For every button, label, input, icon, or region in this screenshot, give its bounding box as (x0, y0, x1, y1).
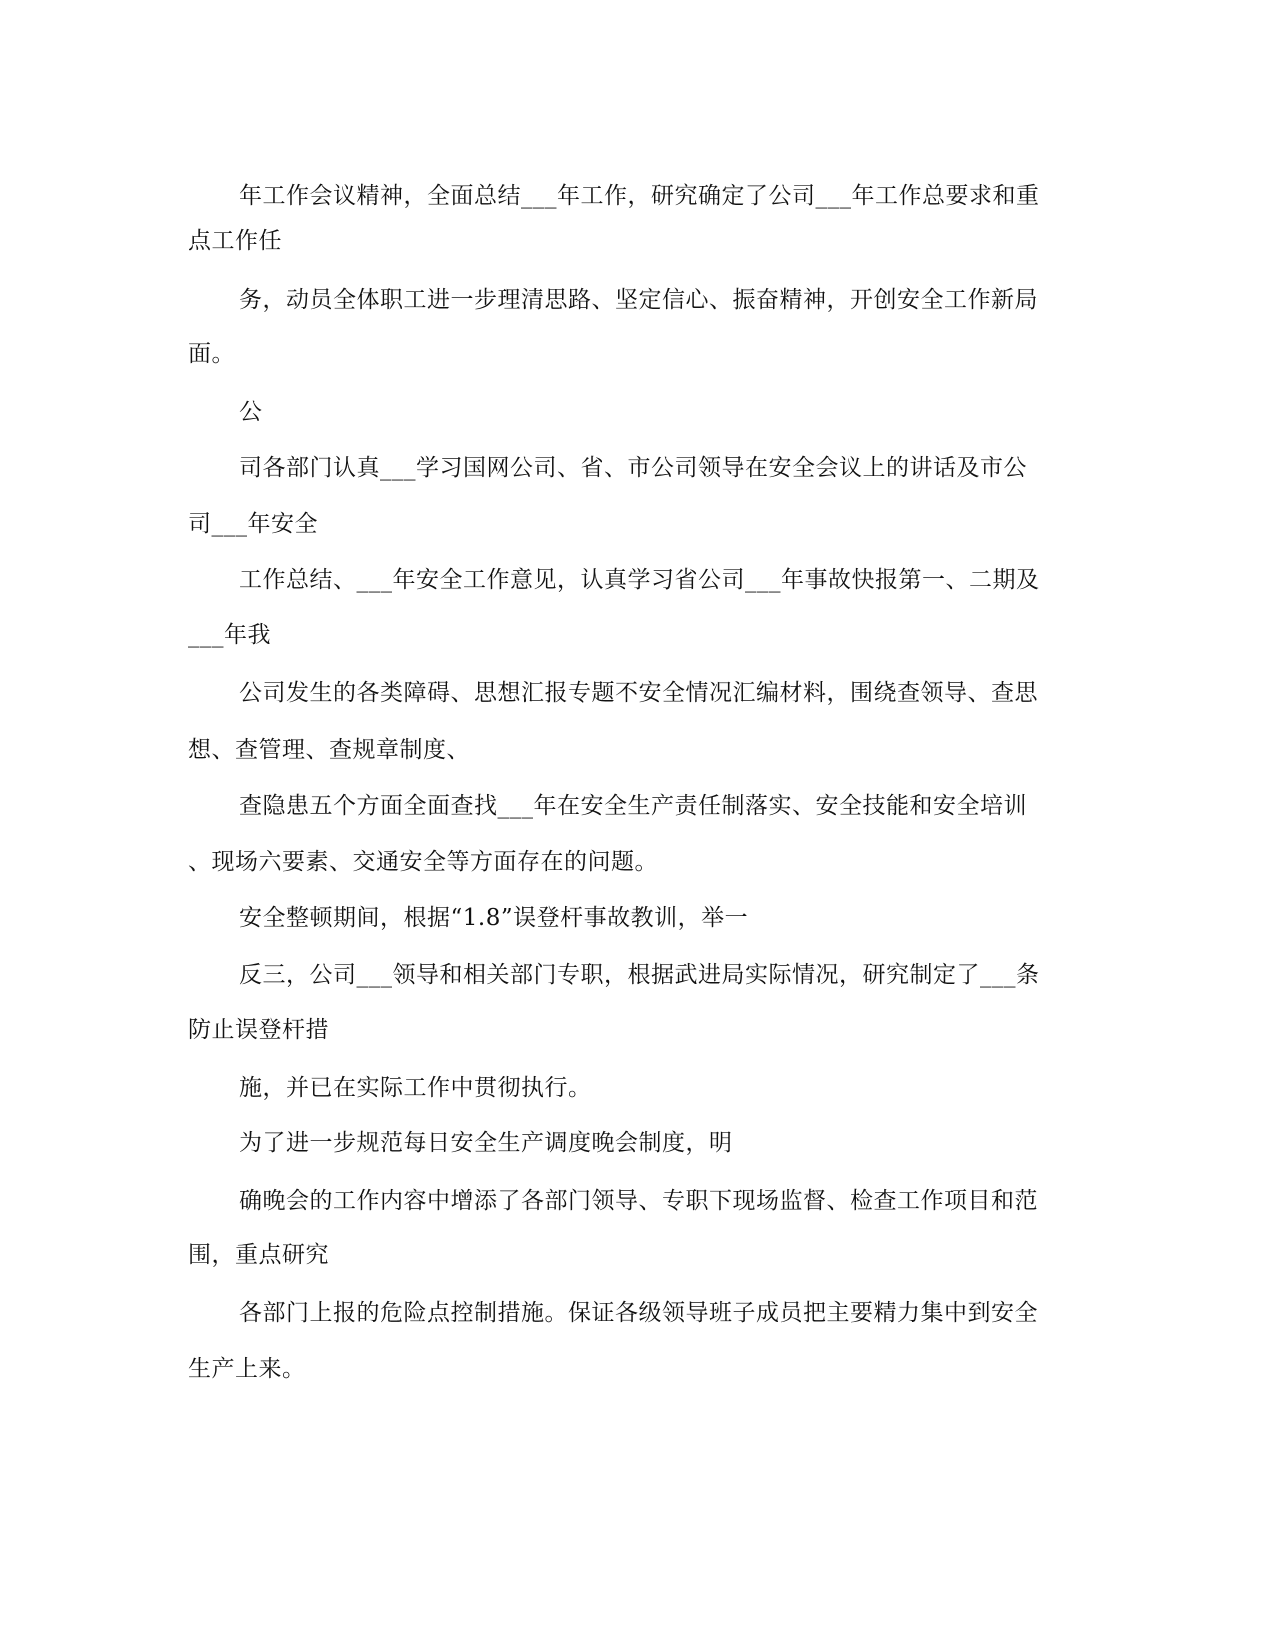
text-line-2: 点工作任 (188, 228, 282, 254)
text-line-15: 反三，公司___领导和相关部门专职，根据武进局实际情况，研究制定了___条 (239, 962, 1040, 988)
text-line-17: 施，并已在实际工作中贯彻执行。 (239, 1075, 592, 1101)
text-line-4: 面。 (188, 341, 235, 367)
text-line-5: 公 (239, 399, 263, 425)
text-line-14: 安全整顿期间，根据“1.8”误登杆事故教训，举一 (239, 905, 749, 931)
text-line-18: 为了进一步规范每日安全生产调度晚会制度，明 (239, 1130, 733, 1156)
text-line-16: 防止误登杆措 (188, 1017, 329, 1043)
text-line-7: 司___年安全 (188, 511, 318, 537)
text-line-12: 查隐患五个方面全面查找___年在安全生产责任制落实、安全技能和安全培训 (239, 793, 1027, 819)
text-line-8: 工作总结、___年安全工作意见，认真学习省公司___年事故快报第一、二期及 (239, 567, 1040, 593)
text-line-22: 生产上来。 (188, 1356, 306, 1382)
text-line-20: 围，重点研究 (188, 1242, 329, 1268)
text-line-9: ___年我 (188, 622, 271, 648)
text-line-11: 想、查管理、查规章制度、 (188, 737, 470, 763)
text-line-10: 公司发生的各类障碍、思想汇报专题不安全情况汇编材料，围绕查领导、查思 (239, 680, 1038, 706)
text-line-1: 年工作会议精神，全面总结___年工作，研究确定了公司___年工作总要求和重 (239, 183, 1040, 209)
text-line-6: 司各部门认真___学习国网公司、省、市公司领导在安全会议上的讲话及市公 (239, 455, 1027, 481)
text-line-3: 务，动员全体职工进一步理清思路、坚定信心、振奋精神，开创安全工作新局 (239, 287, 1038, 313)
text-line-21: 各部门上报的危险点控制措施。保证各级领导班子成员把主要精力集中到安全 (239, 1300, 1038, 1326)
text-line-19: 确晚会的工作内容中增添了各部门领导、专职下现场监督、检查工作项目和范 (239, 1188, 1038, 1214)
text-line-13: 、现场六要素、交通安全等方面存在的问题。 (188, 849, 658, 875)
